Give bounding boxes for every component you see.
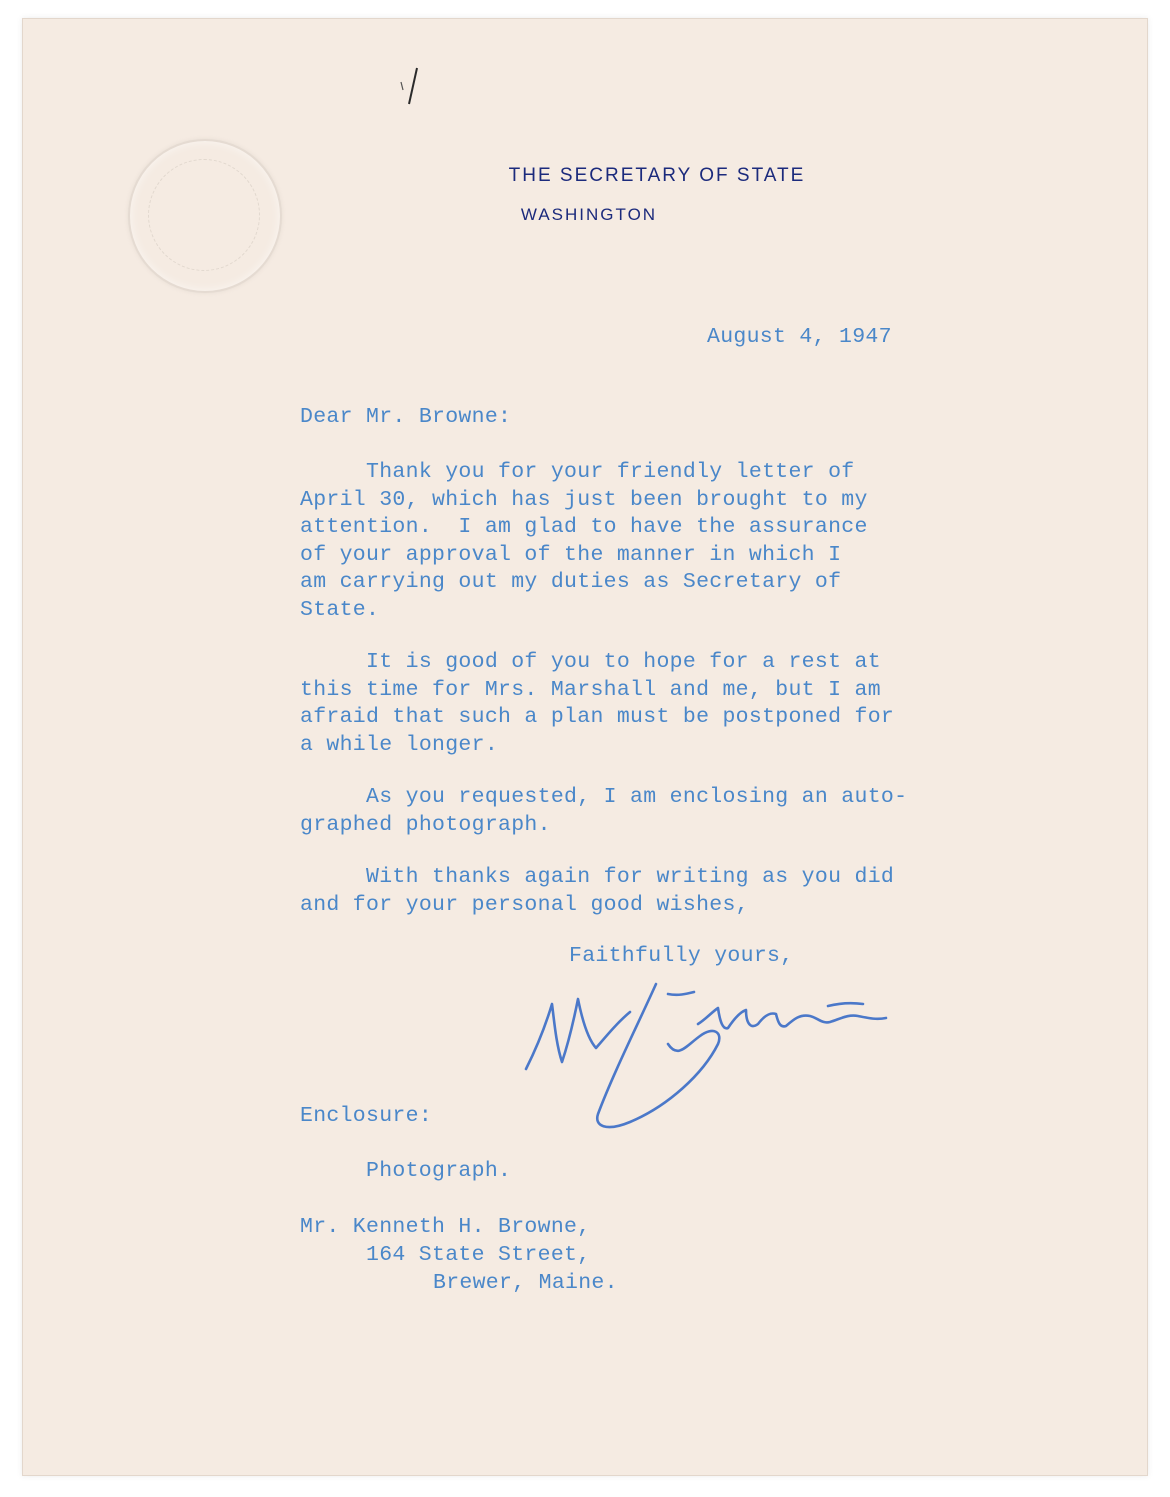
paragraph-line: Thank you for your friendly letter of: [300, 460, 855, 484]
paragraph-line: With thanks again for writing as you did: [300, 865, 895, 889]
recipient-name: Mr. Kenneth H. Browne,: [300, 1215, 591, 1239]
enclosure-label: Enclosure:: [300, 1104, 433, 1128]
paragraph-line: and for your personal good wishes,: [300, 892, 749, 917]
paragraph-line: a while longer.: [300, 732, 499, 757]
paragraph-line: afraid that such a plan must be postponed for: [300, 705, 895, 729]
letter-date: August 4, 1947: [707, 325, 892, 349]
paragraph-line: April 30, which has just been brought to my: [300, 487, 868, 512]
paragraph-line: It is good of you to hope for a rest at: [300, 650, 881, 674]
enclosure-item: Photograph.: [366, 1159, 512, 1183]
paragraph-line: of your approval of the manner in which I: [300, 542, 842, 567]
paragraph-3: [300, 784, 940, 839]
recipient-city: Brewer, Maine.: [433, 1271, 618, 1295]
salutation: Dear Mr. Browne:: [300, 405, 512, 429]
paragraph-line: this time for Mrs. Marshall and me, but I am: [300, 677, 881, 702]
letterhead-city: WASHINGTON: [520, 205, 658, 224]
closing: Faithfully yours,: [569, 944, 794, 968]
recipient-street: 164 State Street,: [366, 1243, 591, 1267]
paragraph-4: [300, 864, 940, 919]
paragraph-line: State.: [300, 597, 380, 622]
letterhead-title: THE SECRETARY OF STATE: [508, 165, 806, 186]
paragraph-1: [300, 459, 940, 624]
paragraph-line: graphed photograph.: [300, 812, 551, 837]
paragraph-line: am carrying out my duties as Secretary of: [300, 570, 842, 594]
stray-ink-mark-icon: [393, 64, 433, 114]
paragraph-line: attention. I am glad to have the assurance: [300, 515, 868, 539]
paragraph-2: [300, 649, 940, 759]
letter-page: [22, 18, 1148, 1476]
handwritten-signature-icon: [518, 964, 908, 1139]
paragraph-line: As you requested, I am enclosing an auto-: [300, 785, 908, 809]
